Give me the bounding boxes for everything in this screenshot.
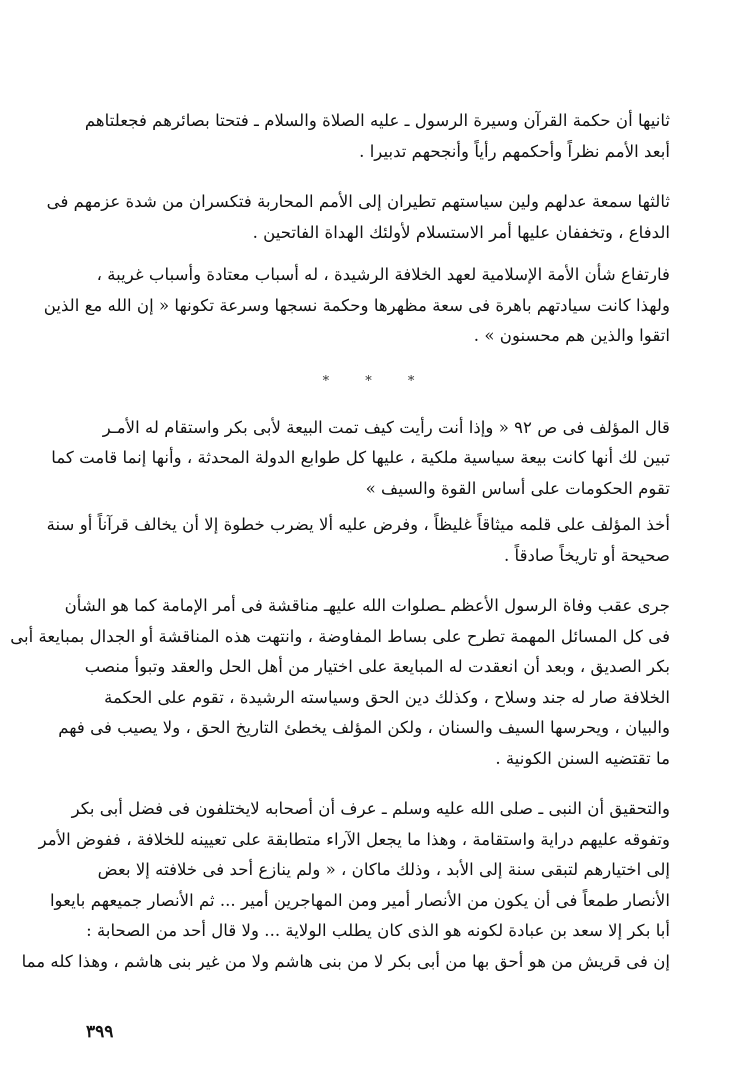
- text-line: فى كل المسائل المهمة تطرح على بساط المفاوضة ، وانتهت هذه المناقشة أو الجدال بمبايعة أبى: [10, 626, 670, 646]
- paragraph-4: [51, 413, 670, 505]
- text-line: صحيحة أو تاريخاً صادقاً .: [503, 545, 670, 565]
- text-line: وتفوقه عليهم دراية واستقامة ، وهذا ما يجعل الآراء متطابقة على تعيينه للخلافة ، ففوض الأمر: [38, 829, 670, 849]
- text-line: ثانيها أن حكمة القرآن وسيرة الرسول ـ عليه الصلاة والسلام ـ فتحتا بصائرهم فجعلتاهم: [84, 111, 670, 130]
- text-line: ولهذا كانت سيادتهم باهرة فى سعة مظهرها وحكمة نسجها وسرعة تكونها « إن الله مع الذين: [43, 295, 670, 315]
- text-line: تقوم الحكومات على أساس القوة والسيف »: [365, 478, 670, 498]
- text-line: اتقوا والذين هم محسنون » .: [473, 326, 670, 345]
- text-line: ثالثها سمعة عدلهم ولين سياستهم تطيران إلى الأمم المحاربة فتكسران من شدة عزمهم فى: [46, 192, 670, 211]
- text-line: بكر الصديق ، وبعد أن انعقدت له المبايعة على اختيار من أهل الحل والعقد وتبوأ منصب: [84, 657, 670, 676]
- text-line: الدفاع ، وتخففان عليها أمر الاستسلام لأولئك الهداة الفاتحين .: [252, 222, 670, 242]
- text-line: قال المؤلف فى ص ٩٢ « وإذا أنت رأيت كيف تمت البيعة لأبى بكر واستقام له الأمـر: [102, 417, 670, 437]
- text-line: أخذ المؤلف على قلمه ميثاقاً غليظاً ، وفرض عليه ألا يضرب خطوة إلا أن يخالف قرآناً أو سنة: [46, 515, 670, 534]
- paragraph-1: [83, 106, 670, 167]
- text-line: تبين لك أنها كانت بيعة سياسية ملكية ، عليها كل طوابع الدولة المحدثة ، وأنها إنما قامت كما: [51, 448, 670, 467]
- text-line: الخلافة صار له جند وسلاح ، وكذلك دين الحق وسياسته الرشيدة ، تقوم على الحكمة: [104, 687, 670, 707]
- text-line: إن فى قريش من هو أحق بها من أبى بكر لا من بنى هاشم ولا من غير بنى هاشم ، وهذا كله مما: [21, 951, 670, 971]
- text-line: جرى عقب وفاة الرسول الأعظم ـصلوات الله عليهـ مناقشة فى أمر الإمامة كما هو الشأن: [64, 596, 670, 615]
- paragraph-7: [21, 794, 670, 977]
- text-line: والبيان ، ويحرسها السيف والسنان ، ولكن المؤلف يخطئ التاريخ الحق ، ولا يصيب فى فهم: [58, 718, 670, 737]
- text-line: والتحقيق أن النبى ـ صلى الله عليه وسلم ـ عرف أن أصحابه لايختلفون فى فضل أبى بكر: [71, 799, 670, 818]
- paragraph-3: [43, 260, 670, 352]
- text-line: إلى اختيارهم لتبقى سنة إلى الأبد ، وذلك ماكان ، « ولم ينازع أحد فى خلافته إلا بعض: [97, 860, 670, 879]
- page-number: ٣٩٩: [86, 1022, 114, 1042]
- text-line: فارتفاع شأن الأمة الإسلامية لعهد الخلافة الرشيدة ، له أسباب معتادة وأسباب غريبة ،: [96, 265, 670, 284]
- text-line: الأنصار طمعاً فى أن يكون من الأنصار أمير ومن المهاجرين أمير ... ثم الأنصار جميعهم بايعوا: [49, 890, 670, 910]
- paragraph-5: [46, 510, 670, 571]
- text-line: ما تقتضيه السنن الكونية .: [495, 748, 670, 768]
- section-separator: * * *: [322, 373, 431, 389]
- paragraph-2: [46, 187, 670, 248]
- text-line: أبعد الأمم نظراً وأحكمهم رأياً وأنجحهم تدبيرا .: [359, 141, 670, 161]
- paragraph-6: [10, 591, 670, 774]
- text-line: أبا بكر إلا سعد بن عبادة لكونه هو الذى كان يطلب الولاية ... ولا قال أحد من الصحابة :: [86, 921, 670, 940]
